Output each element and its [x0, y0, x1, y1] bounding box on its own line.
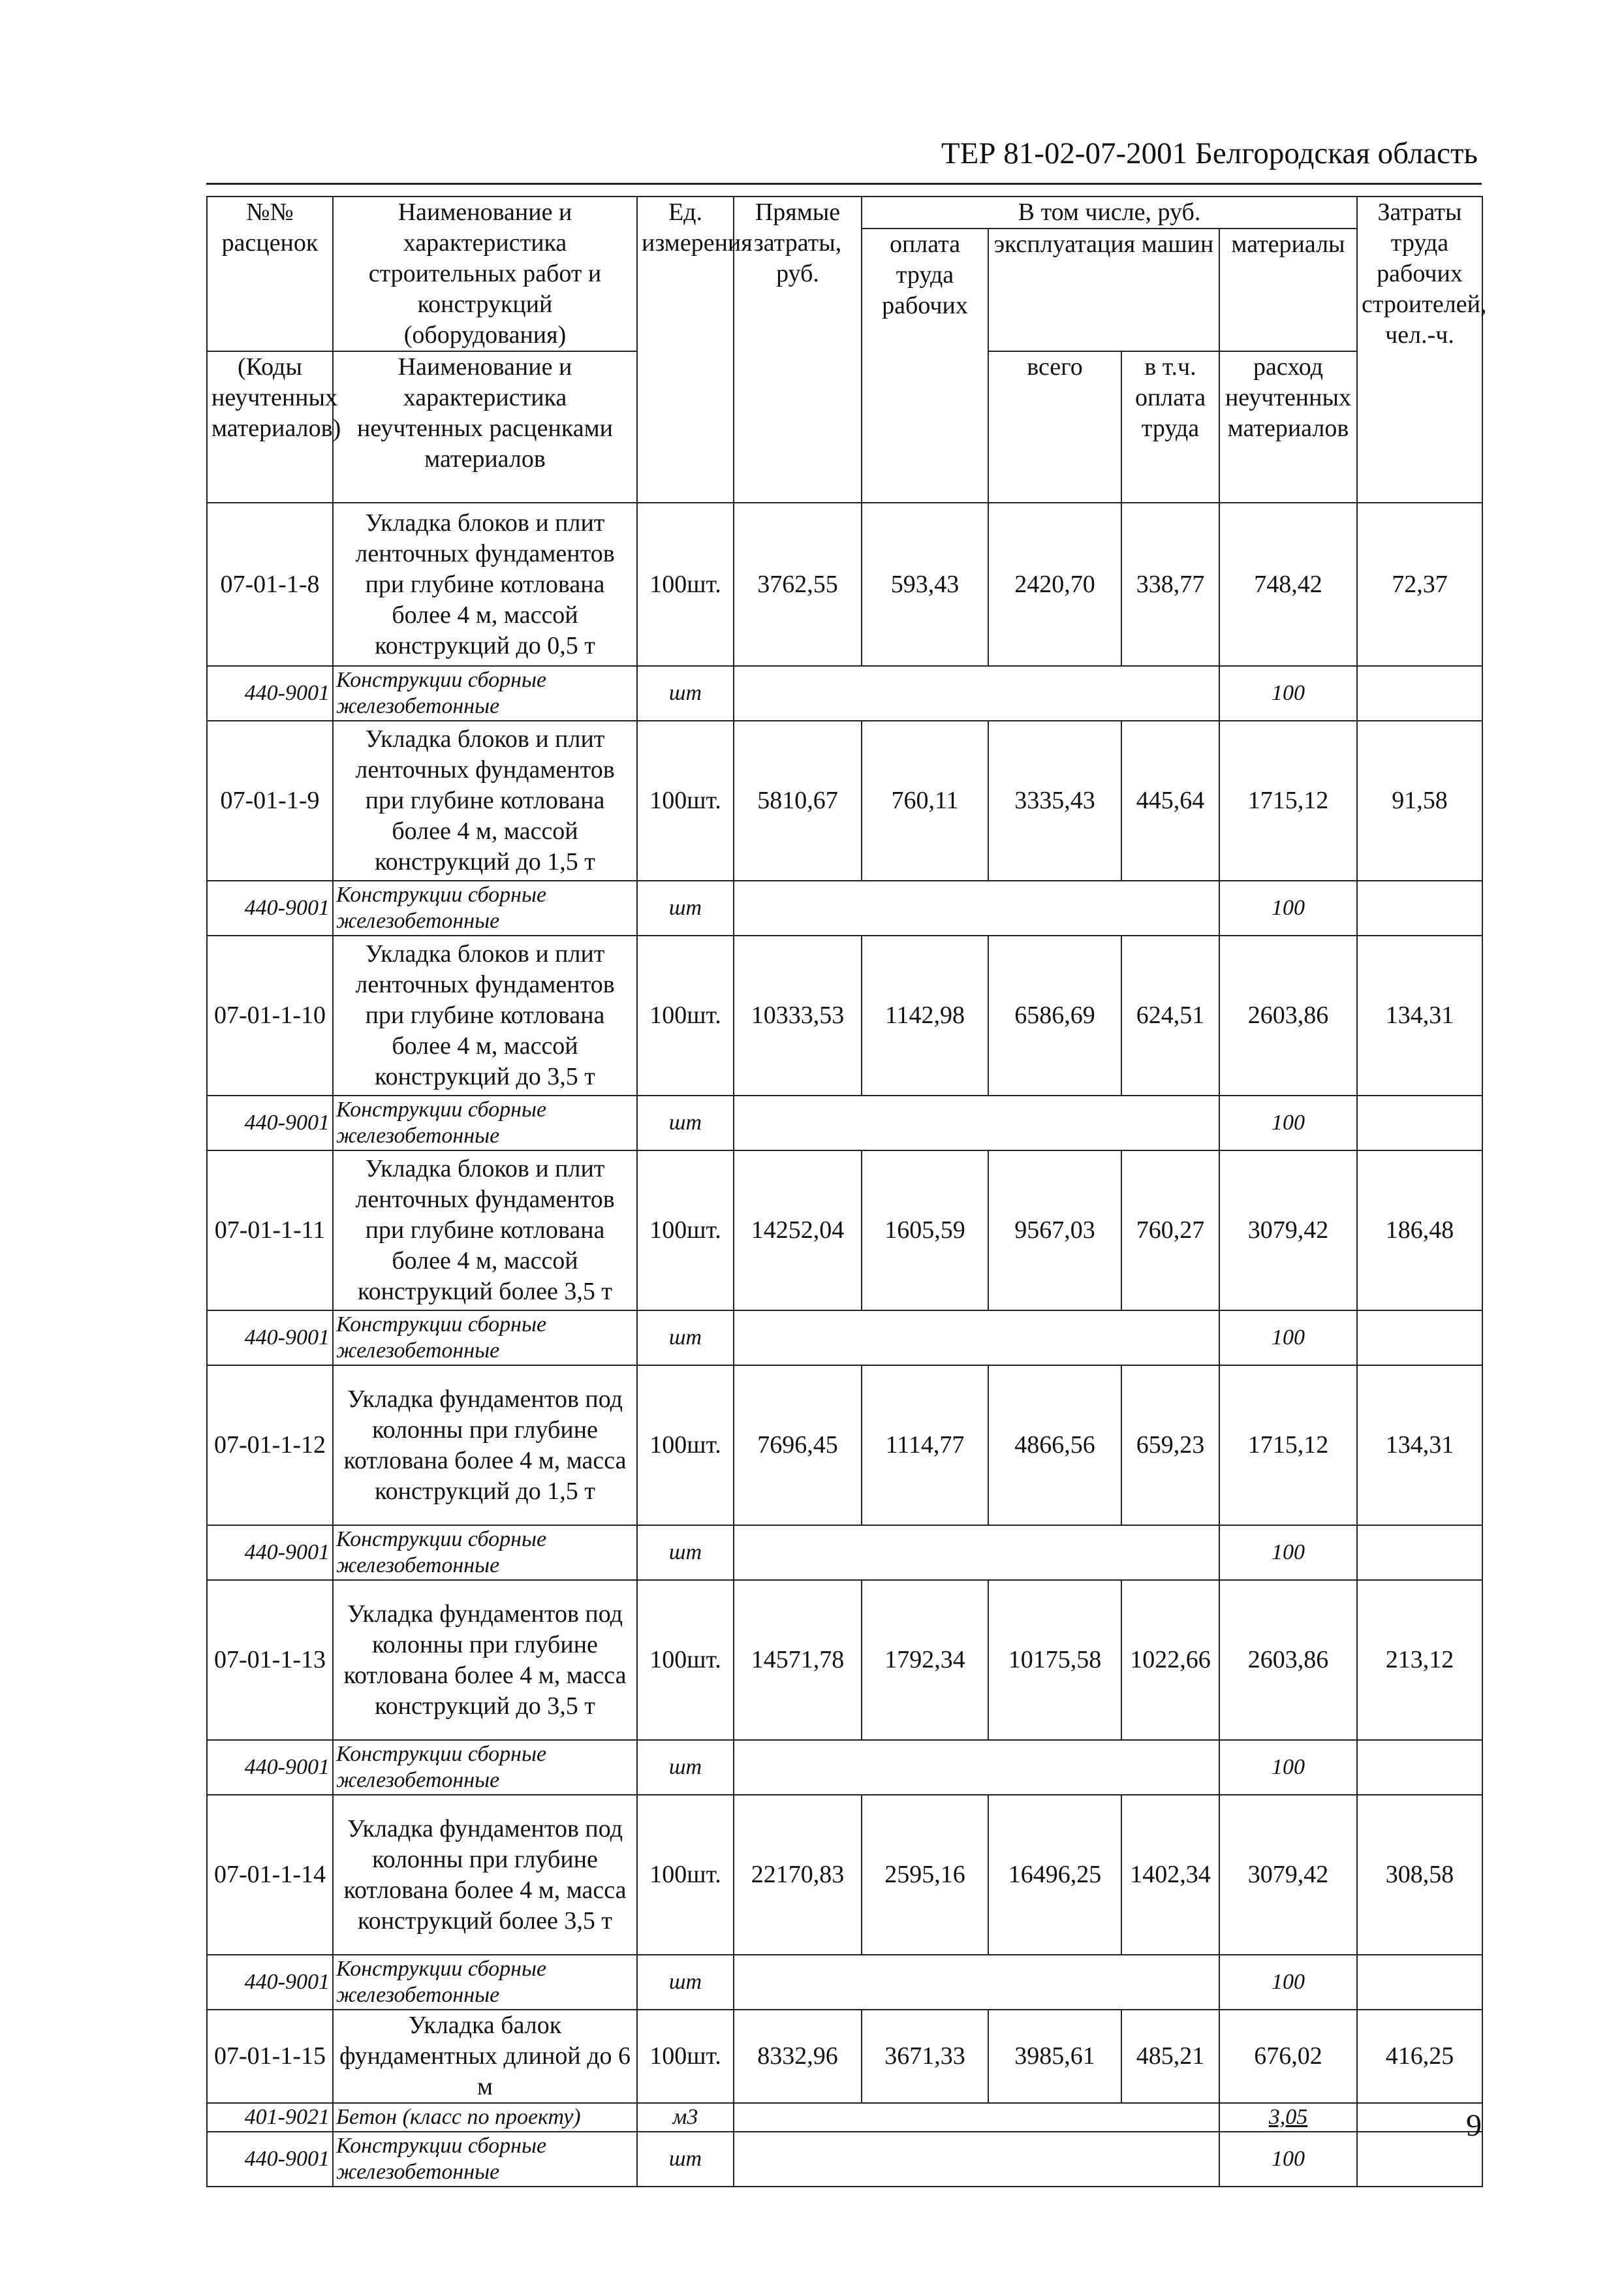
rate-row — [207, 1580, 1482, 1740]
material-empty-cell — [734, 881, 1219, 936]
rate-materials-cost: 3079,42 — [1219, 1150, 1357, 1310]
rate-name: Укладка блоков и плит ленточных фундаментов при глубине котлована более 4 м, массой конструкций до 1,5 т — [333, 721, 637, 881]
rate-worker-hours: 308,58 — [1357, 1795, 1482, 1955]
rate-materials-cost: 3079,42 — [1219, 1795, 1357, 1955]
rate-name: Укладка блоков и плит ленточных фундаментов при глубине котлована более 4 м, массой конструкций до 3,5 т — [333, 936, 637, 1096]
material-empty-cell — [734, 666, 1219, 721]
rate-code: 07-01-1-13 — [207, 1580, 333, 1740]
rate-materials-cost: 676,02 — [1219, 2010, 1357, 2103]
material-empty-cell — [734, 1525, 1219, 1580]
material-quantity: 100 — [1219, 881, 1357, 936]
rate-worker-hours: 72,37 — [1357, 503, 1482, 666]
rate-labor-cost: 2595,16 — [862, 1795, 988, 1955]
rate-name: Укладка фундаментов под колонны при глубине котлована более 4 м, масса конструкций до 3,5 т — [333, 1580, 637, 1740]
material-name: Конструкции сборные железобетонные — [333, 881, 637, 936]
rate-unit: 100шт. — [637, 936, 734, 1096]
rate-direct-cost: 3762,55 — [734, 503, 862, 666]
material-name: Конструкции сборные железобетонные — [333, 1096, 637, 1150]
rate-machines-labor: 445,64 — [1121, 721, 1219, 881]
rate-name: Укладка фундаментов под колонны при глубине котлована более 4 м, масса конструкций более 3,5 т — [333, 1795, 637, 1955]
rate-labor-cost: 1792,34 — [862, 1580, 988, 1740]
col-code-top: №№ расценок — [207, 197, 333, 351]
rate-machines-total: 6586,69 — [988, 936, 1121, 1096]
rate-materials-cost: 1715,12 — [1219, 1365, 1357, 1525]
rate-machines-labor: 338,77 — [1121, 503, 1219, 666]
rate-code: 07-01-1-11 — [207, 1150, 333, 1310]
rate-machines-labor: 760,27 — [1121, 1150, 1219, 1310]
col-labor: оплата труда рабочих — [862, 229, 988, 503]
rate-direct-cost: 5810,67 — [734, 721, 862, 881]
material-row — [207, 666, 1482, 721]
material-row — [207, 1525, 1482, 1580]
rate-direct-cost: 7696,45 — [734, 1365, 862, 1525]
material-empty-worker-cell — [1357, 1525, 1482, 1580]
rate-row — [207, 1365, 1482, 1525]
col-unit: Ед. измерения — [637, 197, 734, 503]
rate-direct-cost: 10333,53 — [734, 936, 862, 1096]
rate-direct-cost: 22170,83 — [734, 1795, 862, 1955]
material-code: 440-9001 — [207, 1310, 333, 1365]
material-code: 440-9001 — [207, 1096, 333, 1150]
rate-machines-labor: 1402,34 — [1121, 1795, 1219, 1955]
material-row — [207, 2103, 1482, 2132]
rate-worker-hours: 134,31 — [1357, 936, 1482, 1096]
material-row — [207, 1310, 1482, 1365]
rate-unit: 100шт. — [637, 1365, 734, 1525]
col-machines-total: всего — [988, 351, 1121, 503]
material-unit: шт — [637, 881, 734, 936]
rate-row — [207, 503, 1482, 666]
rate-machines-labor: 624,51 — [1121, 936, 1219, 1096]
rate-worker-hours: 91,58 — [1357, 721, 1482, 881]
material-code: 440-9001 — [207, 1955, 333, 2010]
rate-materials-cost: 2603,86 — [1219, 1580, 1357, 1740]
rate-unit: 100шт. — [637, 1795, 734, 1955]
col-direct: Прямые затраты, руб. — [734, 197, 862, 503]
rate-name: Укладка блоков и плит ленточных фундаментов при глубине котлована более 4 м, массой конструкций более 3,5 т — [333, 1150, 637, 1310]
material-code: 440-9001 — [207, 666, 333, 721]
material-row — [207, 1740, 1482, 1795]
col-code-bottom: (Коды неучтенных материалов) — [207, 351, 333, 503]
material-name: Бетон (класс по проекту) — [333, 2103, 637, 2132]
material-empty-cell — [734, 1096, 1219, 1150]
rate-labor-cost: 1114,77 — [862, 1365, 988, 1525]
rate-machines-total: 16496,25 — [988, 1795, 1121, 1955]
material-empty-cell — [734, 1955, 1219, 2010]
rate-machines-total: 10175,58 — [988, 1580, 1121, 1740]
rate-unit: 100шт. — [637, 1580, 734, 1740]
material-unit: шт — [637, 1310, 734, 1365]
rate-name: Укладка блоков и плит ленточных фундаментов при глубине котлована более 4 м, массой конструкций до 0,5 т — [333, 503, 637, 666]
rate-materials-cost: 1715,12 — [1219, 721, 1357, 881]
rates-table — [206, 196, 1487, 2187]
rates-body — [207, 503, 1482, 2187]
col-machines: эксплуатация машин — [988, 229, 1219, 351]
material-quantity: 3,05 — [1219, 2103, 1357, 2132]
material-empty-worker-cell — [1357, 666, 1482, 721]
material-row — [207, 1096, 1482, 1150]
rate-machines-labor: 659,23 — [1121, 1365, 1219, 1525]
rate-row — [207, 721, 1482, 881]
rate-labor-cost: 760,11 — [862, 721, 988, 881]
material-name: Конструкции сборные железобетонные — [333, 666, 637, 721]
material-code: 440-9001 — [207, 2132, 333, 2187]
col-materials-bottom: расход неучтенных материалов — [1219, 351, 1357, 503]
material-empty-cell — [734, 2132, 1219, 2187]
material-unit: шт — [637, 1955, 734, 2010]
rate-name: Укладка фундаментов под колонны при глубине котлована более 4 м, масса конструкций до 1,5 т — [333, 1365, 637, 1525]
material-quantity: 100 — [1219, 1310, 1357, 1365]
col-name-bottom: Наименование и характеристика неучтенных расценками материалов — [333, 351, 637, 503]
material-quantity: 100 — [1219, 666, 1357, 721]
rate-unit: 100шт. — [637, 1150, 734, 1310]
rate-direct-cost: 14252,04 — [734, 1150, 862, 1310]
rate-unit: 100шт. — [637, 721, 734, 881]
material-code: 440-9001 — [207, 881, 333, 936]
col-workers: Затраты труда рабочих строителей, чел.-ч. — [1357, 197, 1482, 503]
rate-direct-cost: 14571,78 — [734, 1580, 862, 1740]
material-code: 440-9001 — [207, 1525, 333, 1580]
rate-machines-labor: 485,21 — [1121, 2010, 1219, 2103]
rate-row — [207, 2010, 1482, 2103]
rate-code: 07-01-1-8 — [207, 503, 333, 666]
rate-worker-hours: 416,25 — [1357, 2010, 1482, 2103]
col-name-top: Наименование и характеристика строительных работ и конструкций (оборудования) — [333, 197, 637, 351]
material-name: Конструкции сборные железобетонные — [333, 1955, 637, 2010]
rate-row — [207, 1795, 1482, 1955]
rate-machines-total: 2420,70 — [988, 503, 1121, 666]
rate-row — [207, 1150, 1482, 1310]
col-including: В том числе, руб. — [862, 197, 1357, 229]
material-empty-cell — [734, 1310, 1219, 1365]
rate-machines-total: 3335,43 — [988, 721, 1121, 881]
col-materials-top: материалы — [1219, 229, 1357, 351]
material-empty-worker-cell — [1357, 1740, 1482, 1795]
material-name: Конструкции сборные железобетонные — [333, 1310, 637, 1365]
material-code: 401-9021 — [207, 2103, 333, 2132]
rate-labor-cost: 1142,98 — [862, 936, 988, 1096]
material-empty-worker-cell — [1357, 1310, 1482, 1365]
rate-labor-cost: 3671,33 — [862, 2010, 988, 2103]
material-empty-worker-cell — [1357, 1096, 1482, 1150]
material-name: Конструкции сборные железобетонные — [333, 1525, 637, 1580]
material-unit: м3 — [637, 2103, 734, 2132]
material-row — [207, 881, 1482, 936]
material-row — [207, 2132, 1482, 2187]
page-number: 9 — [1466, 2108, 1482, 2143]
material-code: 440-9001 — [207, 1740, 333, 1795]
material-quantity: 100 — [1219, 2132, 1357, 2187]
rate-labor-cost: 1605,59 — [862, 1150, 988, 1310]
material-quantity: 100 — [1219, 1525, 1357, 1580]
material-empty-cell — [734, 1740, 1219, 1795]
rate-code: 07-01-1-15 — [207, 2010, 333, 2103]
rate-direct-cost: 8332,96 — [734, 2010, 862, 2103]
rate-worker-hours: 213,12 — [1357, 1580, 1482, 1740]
col-machines-labor: в т.ч. оплата труда — [1121, 351, 1219, 503]
rate-code: 07-01-1-10 — [207, 936, 333, 1096]
rate-machines-labor: 1022,66 — [1121, 1580, 1219, 1740]
material-unit: шт — [637, 1740, 734, 1795]
material-quantity: 100 — [1219, 1740, 1357, 1795]
header-rule — [206, 183, 1482, 185]
rate-unit: 100шт. — [637, 503, 734, 666]
material-empty-worker-cell — [1357, 881, 1482, 936]
material-empty-worker-cell — [1357, 1955, 1482, 2010]
rate-worker-hours: 134,31 — [1357, 1365, 1482, 1525]
rate-machines-total: 9567,03 — [988, 1150, 1121, 1310]
rate-code: 07-01-1-9 — [207, 721, 333, 881]
document-header: ТЕР 81-02-07-2001 Белгородская область — [941, 136, 1478, 170]
rate-code: 07-01-1-14 — [207, 1795, 333, 1955]
rate-materials-cost: 748,42 — [1219, 503, 1357, 666]
material-unit: шт — [637, 1525, 734, 1580]
material-unit: шт — [637, 2132, 734, 2187]
material-unit: шт — [637, 1096, 734, 1150]
rate-unit: 100шт. — [637, 2010, 734, 2103]
rate-row — [207, 936, 1482, 1096]
rate-machines-total: 3985,61 — [988, 2010, 1121, 2103]
rate-name: Укладка балок фундаментных длиной до 6 м — [333, 2010, 637, 2103]
rate-materials-cost: 2603,86 — [1219, 936, 1357, 1096]
material-quantity: 100 — [1219, 1955, 1357, 2010]
rate-machines-total: 4866,56 — [988, 1365, 1121, 1525]
material-name: Конструкции сборные железобетонные — [333, 2132, 637, 2187]
material-unit: шт — [637, 666, 734, 721]
material-name: Конструкции сборные железобетонные — [333, 1740, 637, 1795]
material-quantity: 100 — [1219, 1096, 1357, 1150]
rate-code: 07-01-1-12 — [207, 1365, 333, 1525]
rate-labor-cost: 593,43 — [862, 503, 988, 666]
rate-worker-hours: 186,48 — [1357, 1150, 1482, 1310]
material-empty-cell — [734, 2103, 1219, 2132]
material-row — [207, 1955, 1482, 2010]
